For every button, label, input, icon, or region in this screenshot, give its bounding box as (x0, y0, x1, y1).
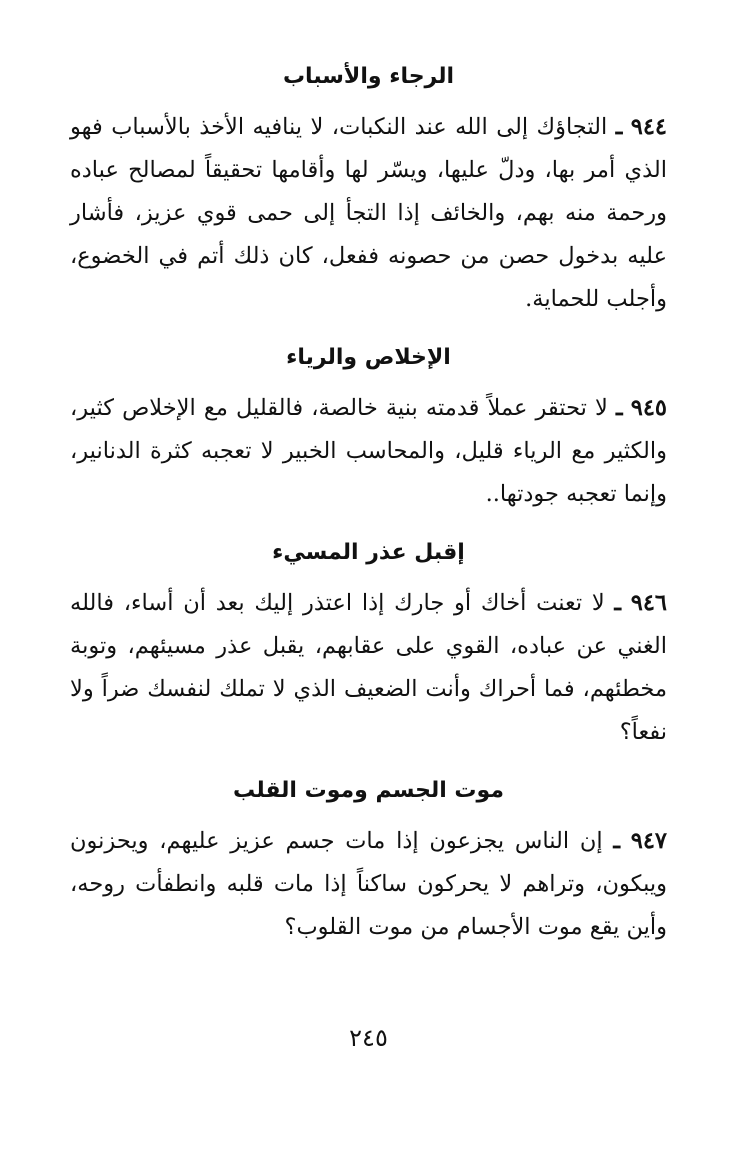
item-number: ٩٤٤ (630, 114, 668, 140)
item-dash: ـ (613, 828, 620, 854)
item-dash: ـ (616, 395, 623, 421)
item-number: ٩٤٧ (630, 828, 668, 854)
paragraph-text: إن الناس يجزعون إذا مات جسم عزيز عليهم، ويحزنون ويبكون، وتراهم لا يحركون ساكناً إذا مات قلبه وانطفأت روحه، وأين يقع موت الأجسام من موت القلوب؟ (70, 828, 667, 940)
paragraph (70, 387, 667, 516)
item-number: ٩٤٥ (630, 395, 667, 421)
section-sincerity-and-showing-off (70, 343, 667, 516)
section-death-of-body-and-heart (70, 776, 667, 949)
page-number: ٢٤٥ (349, 1024, 388, 1052)
section-hope-and-means (70, 62, 667, 321)
section-heading: إقبل عذر المسيء (272, 540, 465, 565)
item-dash: ـ (614, 590, 621, 616)
paragraph-text: لا تحتقر عملاً قدمته بنية خالصة، فالقليل مع الإخلاص كثير، والكثير مع الرياء قليل، والمحاسب الخبير لا تعجبه كثرة الدنانير، وإنما تعجبه جودتها.. (70, 395, 667, 507)
paragraph (70, 106, 667, 321)
section-heading: الرجاء والأسباب (282, 64, 455, 89)
paragraph (70, 820, 667, 949)
item-dash: ـ (615, 114, 623, 140)
section-heading: الإخلاص والرياء (286, 345, 451, 370)
item-number: ٩٤٦ (630, 590, 667, 616)
paragraph-text: لا تعنت أخاك أو جارك إذا اعتذر إليك بعد أن أساء، فالله الغني عن عباده، القوي على عقابهم، يقبل عذر مسيئهم، وتوبة مخطئهم، فما أحراك وأنت الضعيف الذي لا تملك لنفسك ضراً ولا نفعاً؟ (70, 590, 667, 745)
paragraph-text: التجاؤك إلى الله عند النكبات، لا ينافيه الأخذ بالأسباب فهو الذي أمر بها، ودلّ عليها، ويسّر لها وأقامها تحقيقاً لمصالح عباده ورحمة منه بهم، والخائف إذا التجأ إلى حمى قوي عزيز، فأشار عليه بدخول حصن من حصونه ففعل، كان ذلك أتم في الخضوع، وأجلب للحماية. (70, 114, 668, 312)
paragraph (70, 582, 667, 754)
section-heading: موت الجسم وموت القلب (233, 778, 504, 803)
section-accept-apology (70, 538, 667, 754)
